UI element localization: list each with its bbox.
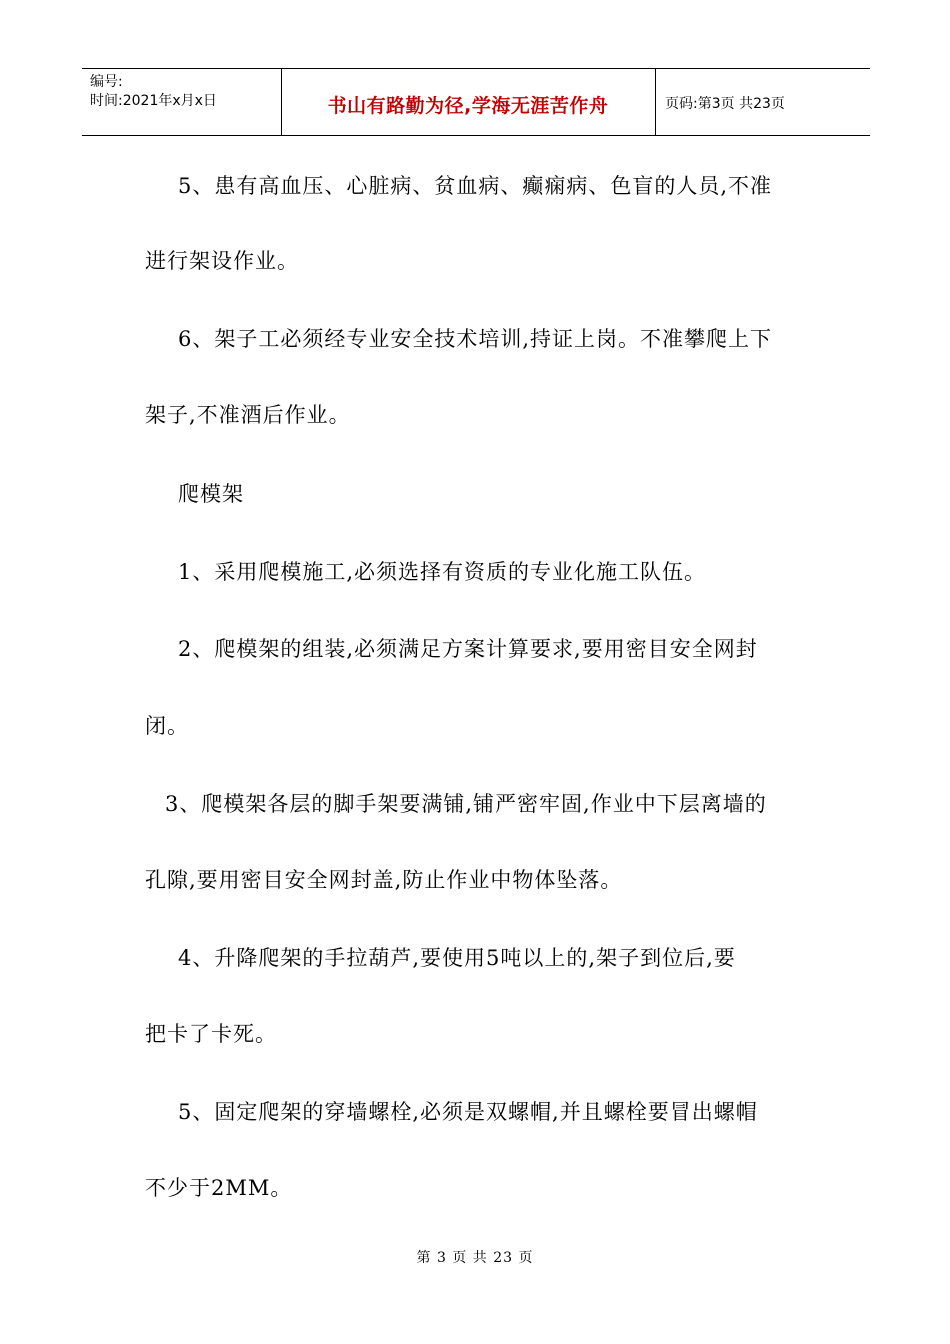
header-motto: 书山有路勤为径,学海无涯苦作舟 xyxy=(327,95,609,117)
body-line: 1、采用爬模施工,必须选择有资质的专业化施工队伍。 xyxy=(178,560,707,584)
header-page-info: 页码:第3页 共23页 xyxy=(665,96,785,112)
body-line: 架子,不准酒后作业。 xyxy=(145,403,351,427)
body-line: 把卡了卡死。 xyxy=(145,1022,277,1046)
body-line: 进行架设作业。 xyxy=(145,249,299,273)
section-heading: 爬模架 xyxy=(178,482,244,506)
body-line: 孔隙,要用密目安全网封盖,防止作业中物体坠落。 xyxy=(145,868,623,892)
page-header xyxy=(82,68,870,136)
header-divider-right xyxy=(655,69,656,136)
header-meta xyxy=(90,73,217,111)
number-label: 编号: xyxy=(90,74,123,90)
body-line: 5、固定爬架的穿墙螺栓,必须是双螺帽,并且螺栓要冒出螺帽 xyxy=(178,1100,758,1124)
body-line: 3、爬模架各层的脚手架要满铺,铺严密牢固,作业中下层离墙的 xyxy=(165,792,767,816)
body-line: 闭。 xyxy=(145,714,189,738)
body-line: 6、架子工必须经专业安全技术培训,持证上岗。不准攀爬上下 xyxy=(178,327,773,351)
body-line: 5、患有高血压、心脏病、贫血病、癫痫病、色盲的人员,不准 xyxy=(178,174,773,198)
body-line: 4、升降爬架的手拉葫芦,要使用5吨以上的,架子到位后,要 xyxy=(178,946,736,970)
body-line: 2、爬模架的组装,必须满足方案计算要求,要用密目安全网封 xyxy=(178,637,758,661)
date-line: 时间:2021年x月x日 xyxy=(90,93,217,109)
body-line: 不少于2MM。 xyxy=(145,1176,293,1200)
page-footer: 第 3 页 共 23 页 xyxy=(416,1250,534,1266)
